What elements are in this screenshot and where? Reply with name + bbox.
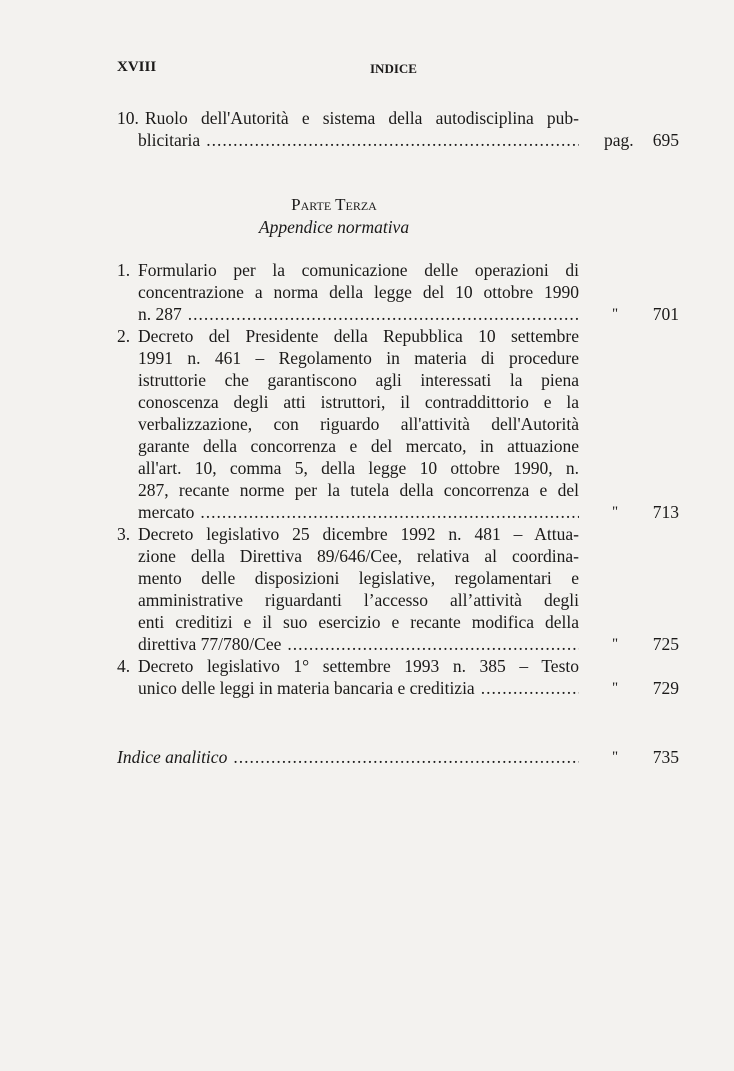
dot-leader <box>481 677 579 699</box>
ditto-mark: " <box>612 306 619 322</box>
entry-line <box>138 567 579 589</box>
entry-line <box>138 677 579 699</box>
entry-number: 4. <box>117 656 131 676</box>
dot-leader <box>188 303 579 325</box>
page-ref: 713 <box>652 502 679 522</box>
entry-line <box>138 545 579 567</box>
entry-line <box>138 611 579 633</box>
entry-text: n. 287 <box>138 304 182 324</box>
entry-line <box>138 633 579 655</box>
entry-text: amministrative riguardanti l’accesso all’attività degli <box>138 590 579 610</box>
entry-text: enti creditizi e il suo esercizio e recante modifica della <box>138 612 579 632</box>
part-title: Parte Terza <box>291 195 377 214</box>
ditto-mark: " <box>612 749 619 765</box>
dot-leader <box>287 633 579 655</box>
entry-line <box>138 259 579 281</box>
entry-line <box>138 655 579 677</box>
entry-line <box>138 413 579 435</box>
entry-line <box>138 303 579 325</box>
entry-line <box>138 281 579 303</box>
index-label: Indice analitico <box>117 747 228 767</box>
entry-text: istruttorie che garantiscono agli interessati la piena <box>138 370 579 390</box>
part-subtitle: Appendice normativa <box>258 217 410 237</box>
entry-text: Decreto del Presidente della Repubblica 10 settembre <box>138 326 579 346</box>
page-ref: 701 <box>652 304 679 324</box>
entry-text: conoscenza degli atti istruttori, il contraddittorio e la <box>138 392 579 412</box>
dot-leader <box>233 746 579 768</box>
entry-number: 10. <box>117 108 139 128</box>
ditto-mark: " <box>612 680 619 696</box>
entry-text: mercato <box>138 502 195 522</box>
entry-line <box>138 435 579 457</box>
entry-line <box>145 107 579 129</box>
dot-leader <box>206 129 579 151</box>
entry-text: mento delle disposizioni legislative, regolamentari e <box>138 568 579 588</box>
page-label: pag. <box>604 130 634 150</box>
entry-text: Ruolo dell'Autorità e sistema della autodisciplina pub- <box>145 108 579 128</box>
entry-line <box>138 129 579 151</box>
entry-text: 287, recante norme per la tutela della concorrenza e del <box>138 480 579 500</box>
entry-text: 1991 n. 461 – Regolamento in materia di procedure <box>138 348 579 368</box>
entry-line <box>138 347 579 369</box>
entry-line <box>138 457 579 479</box>
entry-line <box>138 501 579 523</box>
dot-leader <box>200 501 579 523</box>
index-line <box>117 746 579 768</box>
entry-text: blicitaria <box>138 130 201 150</box>
entry-line <box>138 589 579 611</box>
entry-number: 3. <box>117 524 131 544</box>
page-ref: 735 <box>652 747 679 767</box>
entry-number: 2. <box>117 326 131 346</box>
entry-text: concentrazione a norma della legge del 10 ottobre 1990 <box>138 282 579 302</box>
entry-text: all'art. 10, comma 5, della legge 10 ottobre 1990, n. <box>138 458 579 478</box>
entry-line <box>138 391 579 413</box>
entry-text: zione della Direttiva 89/646/Cee, relativa al coordina- <box>138 546 579 566</box>
running-title: INDICE <box>370 61 417 76</box>
page-ref: 695 <box>652 130 679 150</box>
ditto-mark: " <box>612 636 619 652</box>
entry-text: Decreto legislativo 1° settembre 1993 n. 385 – Testo <box>138 656 579 676</box>
entry-text: Decreto legislativo 25 dicembre 1992 n. 481 – Attua- <box>138 524 579 544</box>
entry-line <box>138 325 579 347</box>
entry-text: Formulario per la comunicazione delle operazioni di <box>138 260 579 280</box>
page-number: XVIII <box>117 59 157 75</box>
page-ref: 729 <box>652 678 679 698</box>
entry-line <box>138 369 579 391</box>
entry-text: verbalizzazione, con riguardo all'attività dell'Autorità <box>138 414 579 434</box>
entry-text: unico delle leggi in materia bancaria e creditizia <box>138 678 475 698</box>
page-ref: 725 <box>652 634 679 654</box>
ditto-mark: " <box>612 504 619 520</box>
entry-text: garante della concorrenza e del mercato, in attuazione <box>138 436 579 456</box>
entry-line <box>138 523 579 545</box>
entry-text: direttiva 77/780/Cee <box>138 634 282 654</box>
entry-number: 1. <box>117 260 131 280</box>
entry-line <box>138 479 579 501</box>
